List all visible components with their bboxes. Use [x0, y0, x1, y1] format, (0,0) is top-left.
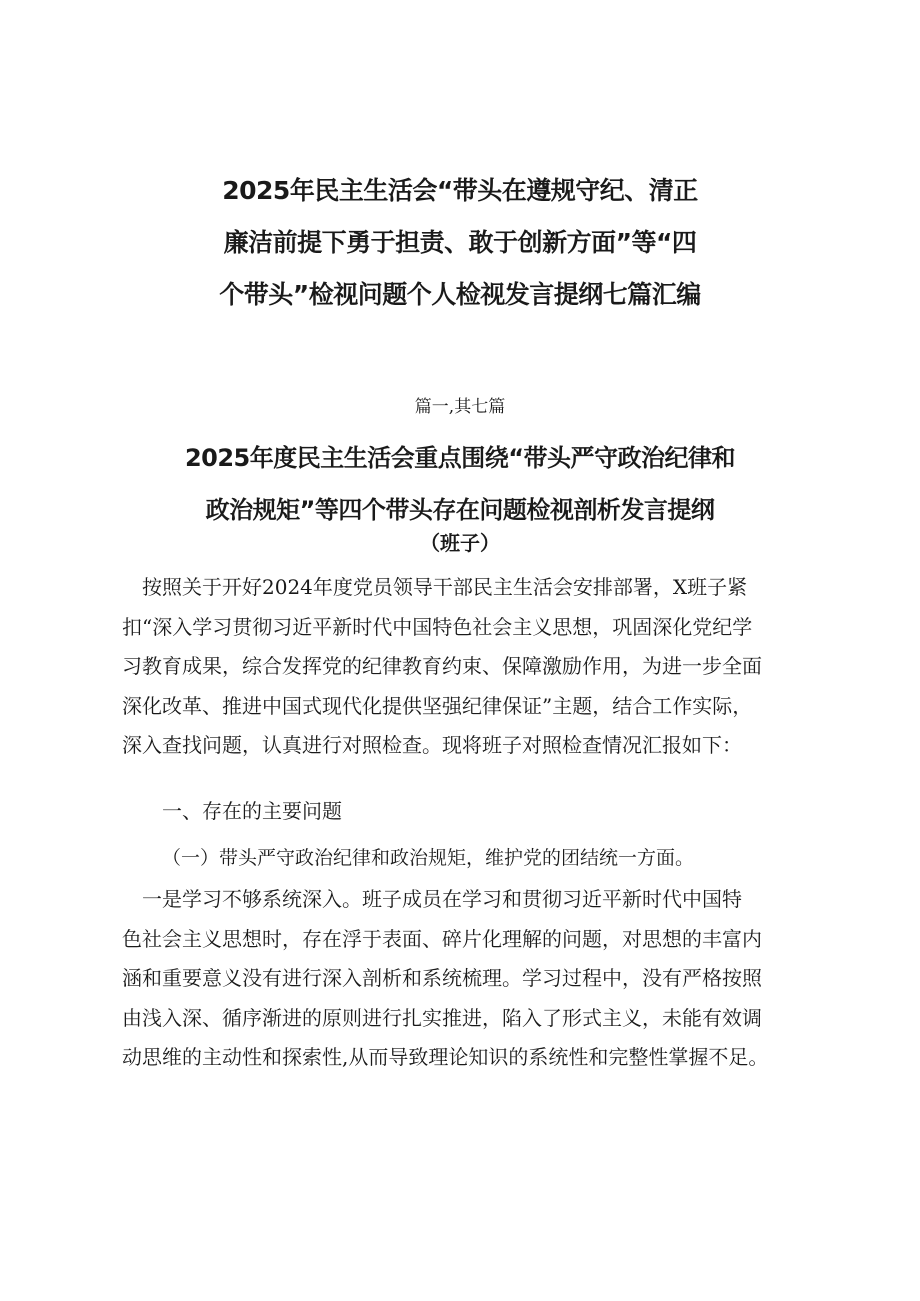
paragraph-line: 按照关于开好2024年度党员领导干部民主生活会安排部署，X班子紧	[122, 575, 748, 599]
paragraph-line: 一是学习不够系统深入。班子成员在学习和贯彻习近平新时代中国特	[122, 887, 742, 911]
problem-paragraph	[122, 880, 812, 1078]
intro-paragraph	[122, 568, 812, 766]
sub-heading: （一）带头严守政治纪律和政治规矩，维护党的团结统一方面。	[162, 847, 695, 869]
document-title-line: 廉洁前提下勇于担责、敢于创新方面”等“四	[223, 228, 697, 257]
section-heading: 一、存在的主要问题	[162, 799, 342, 823]
paragraph-line: 由浅入深、循序渐进的原则进行扎实推进，陷入了形式主义，未能有效调	[122, 1005, 762, 1030]
paragraph-line: 涵和重要意义没有进行深入剖析和系统梳理。学习过程中，没有严格按照	[122, 966, 762, 990]
paragraph-line: 深化改革、推进中国式现代化提供坚强纪律保证”主题，结合工作实际，	[122, 693, 753, 718]
paragraph-line: 习教育成果，综合发挥党的纪律教育约束、保障激励作用，为进一步全面	[122, 654, 762, 678]
paragraph-line: 色社会主义思想时，存在浮于表面、碎片化理解的问题，对思想的丰富内	[122, 926, 762, 951]
document-title	[150, 165, 770, 321]
document-title-line: 个带头”检视问题个人检视发言提纲七篇汇编	[219, 280, 701, 309]
section-label: 篇一,其七篇	[414, 397, 506, 417]
paragraph-line: 扣“深入学习贯彻习近平新时代中国特色社会主义思想，巩固深化党纪学	[122, 614, 753, 639]
paragraph-line: 动思维的主动性和探索性,从而导致理论知识的系统性和完整性掌握不足。	[122, 1045, 769, 1069]
paragraph-line: 深入查找问题，认真进行对照检查。现将班子对照检查情况汇报如下：	[122, 733, 742, 757]
document-title-line: 2025年民主生活会“带头在遵规守纪、清正	[222, 176, 698, 205]
subject-label: （班子）	[420, 531, 500, 555]
article-title	[130, 432, 790, 536]
article-title-line: 政治规矩”等四个带头存在问题检视剖析发言提纲	[205, 496, 715, 524]
article-title-line: 2025年度民主生活会重点围绕“带头严守政治纪律和	[184, 444, 736, 472]
